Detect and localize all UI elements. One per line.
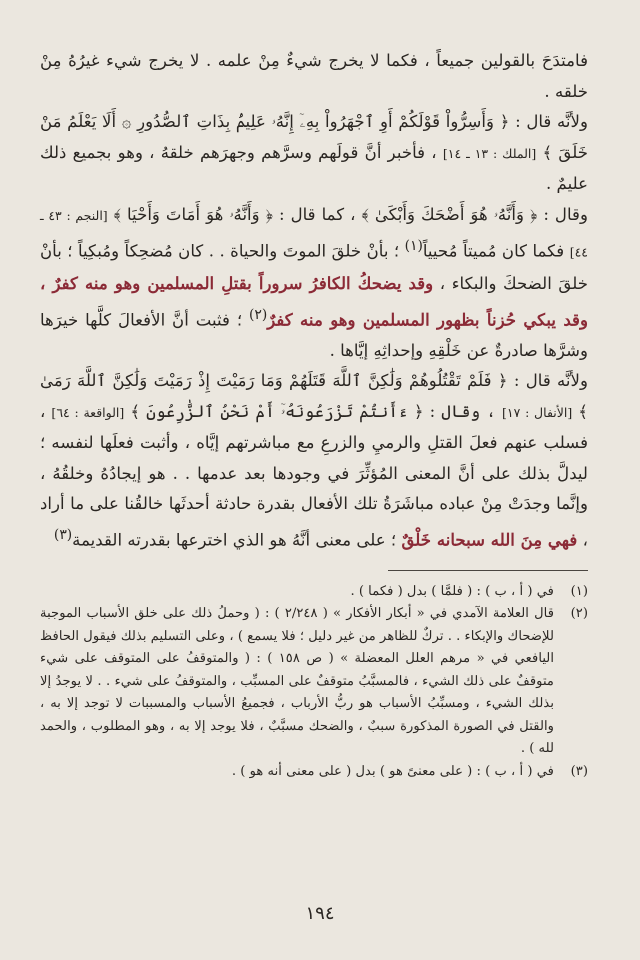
p3-c: ؛ فثبت أنَّ الأفعالَ كلَّها خيرَها وشرَّها صادرةٌ عن خَلْقِهِ وإحداثِهِ إيَّاها .: [40, 310, 588, 360]
paragraph-1-text: فامتدَحَ بالقولين جميعاً ، فكما لا يخرج شيءٌ مِنْ علمه . لا يخرج شيء غيرُهُ مِنْ خلقه .: [40, 51, 588, 101]
p4-mid: ، وقال :: [429, 401, 496, 421]
verse-reference-mulk: [الملك : ١٣ ـ ١٤]: [442, 145, 537, 161]
footnote-1: [40, 581, 588, 604]
paragraph-1: [40, 46, 588, 107]
quran-verse-najm-2: ﴿ وَأَنَّهُۥ هُوَ أَمَاتَ وَأَحْيَا ﴾: [113, 204, 274, 224]
footnote-1-number: (١): [570, 583, 588, 599]
footnote-2: [40, 603, 588, 761]
verse-reference-anfal: [الأنفال : ١٧]: [502, 404, 573, 420]
verse-reference-waqia: [الواقعة : ٦٤]: [51, 404, 125, 420]
p4-intro: ولأنَّه قال :: [513, 371, 589, 391]
p2-rest: ، فأخبر أنَّ قولَهم وسرَّهم وجهرَهم خلقهُ ، وهو بجميع ذلك عليمٌ .: [40, 142, 588, 193]
footnote-marker-1: (١): [404, 238, 423, 254]
highlighted-text-2: فهي مِنَ الله سبحانه خَلْقٌ: [401, 529, 578, 550]
footnote-2-number: (٢): [570, 606, 588, 622]
footnote-marker-2: (٢): [248, 306, 268, 323]
footnote-divider: [388, 570, 588, 571]
p2-intro: ولأنَّه قال :: [515, 112, 589, 131]
footnote-3: [40, 761, 588, 784]
page-number: ١٩٤: [305, 903, 335, 924]
footnote-3-text: في ( أ ، ب ) : ( على معنىً هو ) بدل ( على معنى أنه هو ) .: [231, 763, 554, 779]
main-text: [40, 46, 588, 556]
p3-intro: وقال :: [543, 204, 588, 224]
quran-verse-najm-1: ﴿ وَأَنَّهُۥ هُوَ أَضْحَكَ وَأَبْكَىٰ ﴾: [361, 204, 538, 224]
paragraph-2: [40, 107, 588, 200]
verse-reference-najm: [النجم : ٤٣ ـ ٤٤]: [40, 207, 589, 260]
quran-verse-mulk: ﴿ وَأَسِرُّواْ قَوْلَكُمْ أَوِ ٱجْهَرُواْ بِهِۦٓ إِنَّهُۥ عَلِيمُۢ بِذَاتِ ٱلصُّدُورِ ۞ أَلَا يَعْلَمُ مَنْ خَلَقَ ﴾: [40, 112, 588, 162]
quran-verse-anfal: ﴿ فَلَمْ تَقْتُلُوهُمْ وَلَٰكِنَّ ٱللَّهَ قَتَلَهُمْ وَمَا رَمَيْتَ إِذْ رَمَيْتَ وَلَٰكِنَّ ٱللَّهَ رَمَىٰ ﴾: [40, 371, 589, 421]
p3-b: ؛ بأنْ خلقَ الموتَ والحياة . . كان مُضحِكاً ومُبكِياً ؛ بأنْ خلقَ الضحكَ والبكاء ،: [40, 241, 588, 294]
footnote-2-text: قال العلامة الآمدي في « أبكار الأفكار » ( ٢/٢٤٨ ) : ( وحملُ ذلك على خلق الأسباب الموجبة للإضحاك والإبكاء . . تركٌ للظاهر من غير دليل ؛ فلا يسمع ) ، وعلى التسليم بذلك فيقول الحافظ اليافعي في « مرهم العلل المعضلة » ( ص ١٥٨ ) : ( والمتوقفُ على المتوقف على شيء متوقفٌ على ذلك الشيء ، فالمسبَّبُ متوقفٌ على المسبِّب ، والمتوقفُ على شيء . . لا يوجدُ إلا بذلك الشيء ، ومسبِّبُ الأسباب هو ربُّ الأرباب ، فجميعُ الأسباب والمسببات لا توجد إلا به ، والقتل في الصورة المذكورة سببٌ ، والضحك مسبَّبٌ ، فلا يوجد إلا به ، وهو المطلوب ، والحمد لله ) .: [40, 606, 554, 757]
footnote-marker-3: (٣): [53, 526, 73, 543]
footnote-1-text: في ( أ ، ب ) : ( فلمَّا ) بدل ( فكما ) .: [350, 583, 554, 599]
footnotes: [40, 581, 588, 784]
p4-rest: ، فسلب عنهم فعلَ القتلِ والرميِ والزرعِ مع مباشرتهم إيَّاه ، وأثبت فعلَها لنفسه ؛ ليدلَّ بذلك على أنَّ المعنى المُؤثِّرَ في وجودها بعد عدمها . . هو إيجادُهُ وخلقُهُ ، وإنَّما وجدَتْ مِنْ عباده مباشَرَةُ تلك الأفعال بقدرة حادثة أحدثَها خالقُنا على ما أراد ،: [40, 401, 588, 550]
paragraph-3: [40, 200, 588, 367]
footnote-3-number: (٣): [570, 763, 588, 779]
paragraph-4: [40, 366, 588, 556]
quran-verse-waqia: ﴿ ءَأَنتُمْ تَزْرَعُونَهُۥٓ أَمْ نَحْنُ ٱلزَّٰرِعُونَ ﴾: [130, 401, 424, 421]
p3-mid: ، كما قال :: [279, 204, 356, 224]
p4-end: ؛ على معنى أنَّهُ هو الذي اخترعها بقدرته القديمة: [72, 530, 397, 550]
highlighted-text-1: وقد يضحكُ الكافرُ سروراً بقتلِ المسلمين وهو منه كفرٌ ، وقد يبكي حُزناً بظهور المسلمين وهو منه كفرٌ: [40, 273, 588, 330]
p3-a: فكما كان مُميتاً مُحيياً: [422, 241, 565, 261]
